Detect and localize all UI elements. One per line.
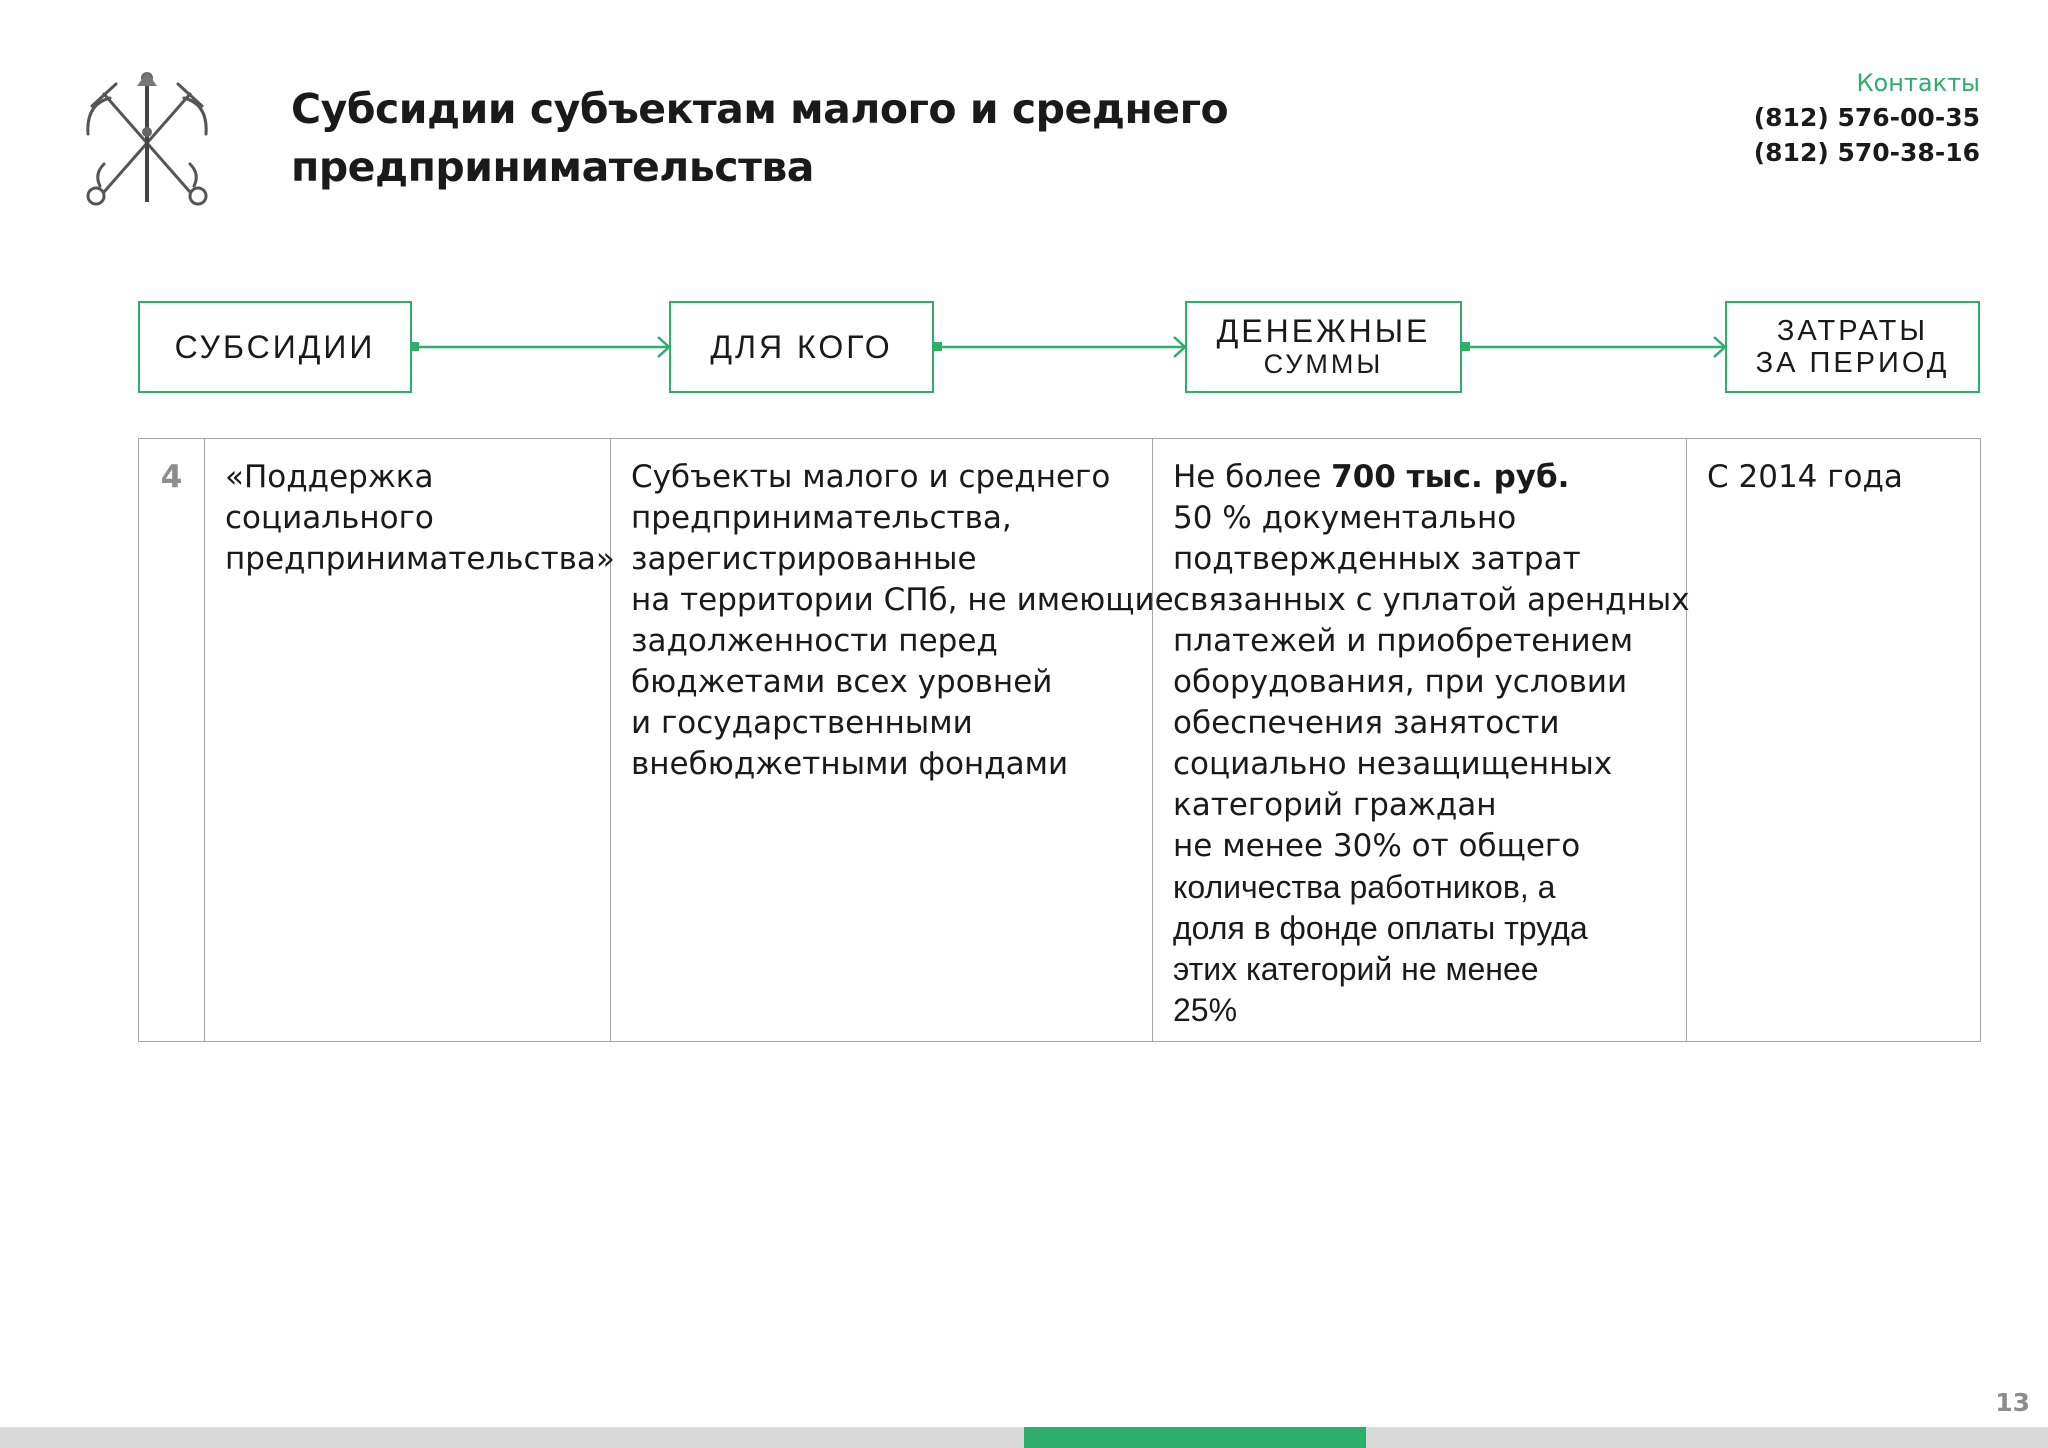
amount-prefix: Не более <box>1173 459 1332 495</box>
flow-arrow-2-head <box>1174 337 1185 357</box>
flow-box-period-line1: ЗАТРАТЫ <box>1776 315 1929 347</box>
flow-box-amounts-text <box>1217 314 1431 380</box>
flow-box-for-whom-label: ДЛЯ КОГО <box>710 329 893 365</box>
amount-line: 25% <box>1173 992 1238 1028</box>
amount-headline <box>1173 457 1666 498</box>
flow-box-amounts-line1: ДЕНЕЖНЫЕ <box>1216 313 1431 349</box>
period-text: С 2014 года <box>1707 459 1903 495</box>
contacts-phone-2: (812) 570-38-16 <box>1753 138 1980 167</box>
row-amounts <box>1153 439 1690 1042</box>
recipients-line: зарегистрированные <box>631 541 977 577</box>
contacts-phone-1: (812) 576-00-35 <box>1753 103 1980 132</box>
recipients-line: задолженности перед <box>631 623 998 659</box>
amount-line: обеспечения занятости <box>1173 705 1560 741</box>
amount-line: социально незащищенных <box>1173 746 1613 782</box>
amount-line: не менее 30% от общего <box>1173 828 1581 864</box>
row-number: 4 <box>139 439 205 1042</box>
amount-line: категорий граждан <box>1173 787 1497 823</box>
flow-box-period-text <box>1756 315 1950 379</box>
program-name-line: социального <box>225 500 434 536</box>
amount-line: платежей и приобретением <box>1173 623 1634 659</box>
flow-box-subsidies <box>138 301 412 393</box>
flow-arrow-1-head <box>658 337 669 357</box>
recipients-line: бюджетами всех уровней <box>631 664 1053 700</box>
flow-box-period-line2: ЗА ПЕРИОД <box>1755 347 1950 379</box>
flow-box-amounts <box>1185 301 1462 393</box>
amount-line: 50 % документально <box>1173 500 1517 536</box>
amount-line: этих категорий не менее <box>1173 951 1539 987</box>
recipients-line: на территории СПб, не имеющие <box>631 582 1174 618</box>
contacts-block <box>1754 66 1980 170</box>
program-name-line: «Поддержка <box>225 459 434 495</box>
amount-max-value: 700 тыс. руб. <box>1331 459 1570 495</box>
footer-bar-accent <box>1024 1427 1366 1448</box>
recipients-line: внебюджетными фондами <box>631 746 1069 782</box>
program-name-line: предпринимательства» <box>225 541 615 577</box>
page-title <box>291 80 1291 196</box>
page-title-line2: предпринимательства <box>291 143 814 191</box>
amount-line: оборудования, при условии <box>1173 664 1628 700</box>
flow-arrow-2-dot <box>933 342 942 351</box>
flow-box-period <box>1725 301 1980 393</box>
amount-line: подтвержденных затрат <box>1173 541 1581 577</box>
spb-coat-of-arms-icon <box>82 64 212 210</box>
amount-line: связанных с уплатой арендных <box>1173 582 1690 618</box>
row-recipients <box>611 439 1174 1042</box>
table-row <box>139 439 1981 1042</box>
row-period <box>1687 439 1981 1042</box>
flow-box-amounts-line2: СУММЫ <box>1263 349 1384 379</box>
recipients-line: Субъекты малого и среднего <box>631 459 1111 495</box>
flow-arrow-3-head <box>1714 337 1725 357</box>
page-title-line1: Субсидии субъектам малого и среднего <box>291 85 1229 133</box>
contacts-label: Контакты <box>1856 69 1980 97</box>
flow-arrow-3-dot <box>1461 342 1470 351</box>
amount-line: доля в фонде оплаты труда <box>1173 910 1588 946</box>
recipients-line: и государственными <box>631 705 973 741</box>
subsidy-table <box>138 438 1981 1042</box>
recipients-line: предпринимательства, <box>631 500 1012 536</box>
amount-line: количества работников, а <box>1173 869 1556 905</box>
flow-box-for-whom <box>669 301 934 393</box>
flow-box-subsidies-label: СУБСИДИИ <box>174 329 376 365</box>
page-number: 13 <box>1995 1388 2030 1417</box>
row-program-name <box>205 439 615 1042</box>
